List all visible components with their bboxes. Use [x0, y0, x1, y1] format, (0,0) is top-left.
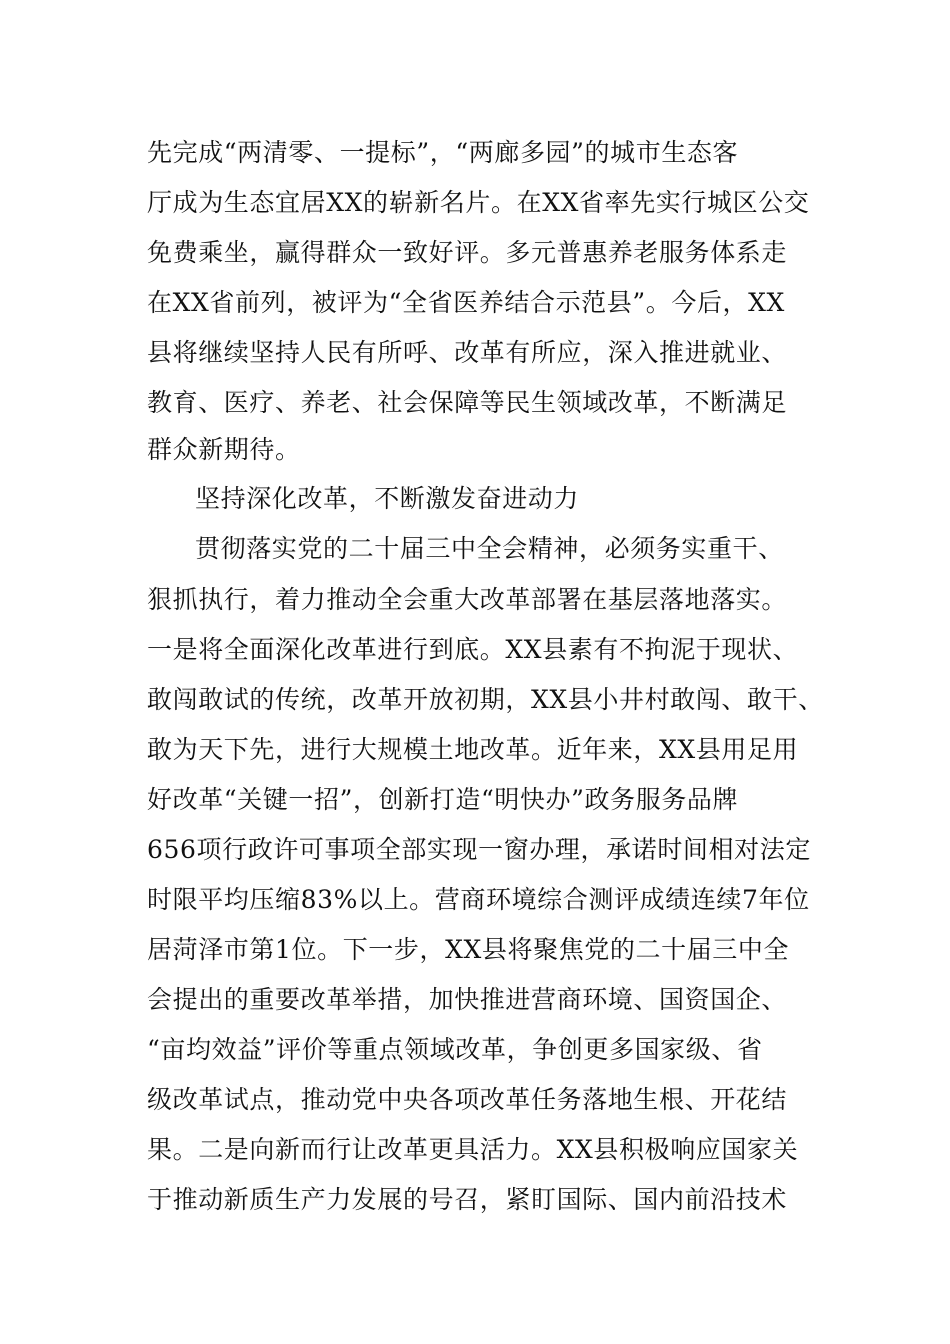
text-line: “亩均效益”评价等重点领域改革，争创更多国家级、省: [147, 1035, 763, 1064]
text-line: 群众新期待。: [147, 435, 301, 464]
text-line: 免费乘坐，赢得群众一致好评。多元普惠养老服务体系走: [147, 238, 788, 267]
text-line: 先完成“两清零、一提标”，“两廊多园”的城市生态客: [147, 138, 739, 167]
text-line: 敢为天下先，进行大规模土地改革。近年来，XX县用足用: [147, 735, 799, 764]
text-line: 时限平均压缩83%以上。营商环境综合测评成绩连续7年位: [147, 885, 810, 914]
text-line: 656项行政许可事项全部实现一窗办理，承诺时间相对法定: [147, 835, 811, 864]
text-line: 敢闯敢试的传统，改革开放初期，XX县小井村敢闯、敢干、: [147, 685, 824, 714]
text-line: 会提出的重要改革举措，加快推进营商环境、国资国企、: [147, 985, 788, 1014]
text-line: 在XX省前列，被评为“全省医养结合示范县”。今后，XX: [147, 288, 785, 317]
text-line: 于推动新质生产力发展的号召，紧盯国际、国内前沿技术: [147, 1185, 788, 1214]
section-heading: 坚持深化改革，不断激发奋进动力: [195, 484, 580, 513]
text-line: 县将继续坚持人民有所呼、改革有所应，深入推进就业、: [147, 338, 788, 367]
text-line: 居菏泽市第1位。下一步，XX县将聚焦党的二十届三中全: [147, 935, 790, 964]
text-line: 教育、医疗、养老、社会保障等民生领域改革，不断满足: [147, 388, 788, 417]
text-line: 厅成为生态宜居XX的崭新名片。在XX省率先实行城区公交: [147, 188, 810, 217]
text-line: 好改革“关键一招”，创新打造“明快办”政务服务品牌: [147, 785, 739, 814]
text-line: 级改革试点，推动党中央各项改革任务落地生根、开花结: [147, 1085, 788, 1114]
text-line: 狠抓执行，着力推动全会重大改革部署在基层落地落实。: [147, 585, 788, 614]
text-line: 一是将全面深化改革进行到底。XX县素有不拘泥于现状、: [147, 635, 799, 664]
text-line: 果。二是向新而行让改革更具活力。XX县积极响应国家关: [147, 1135, 799, 1164]
text-line: 贯彻落实党的二十届三中全会精神，必须务实重干、: [195, 534, 784, 563]
